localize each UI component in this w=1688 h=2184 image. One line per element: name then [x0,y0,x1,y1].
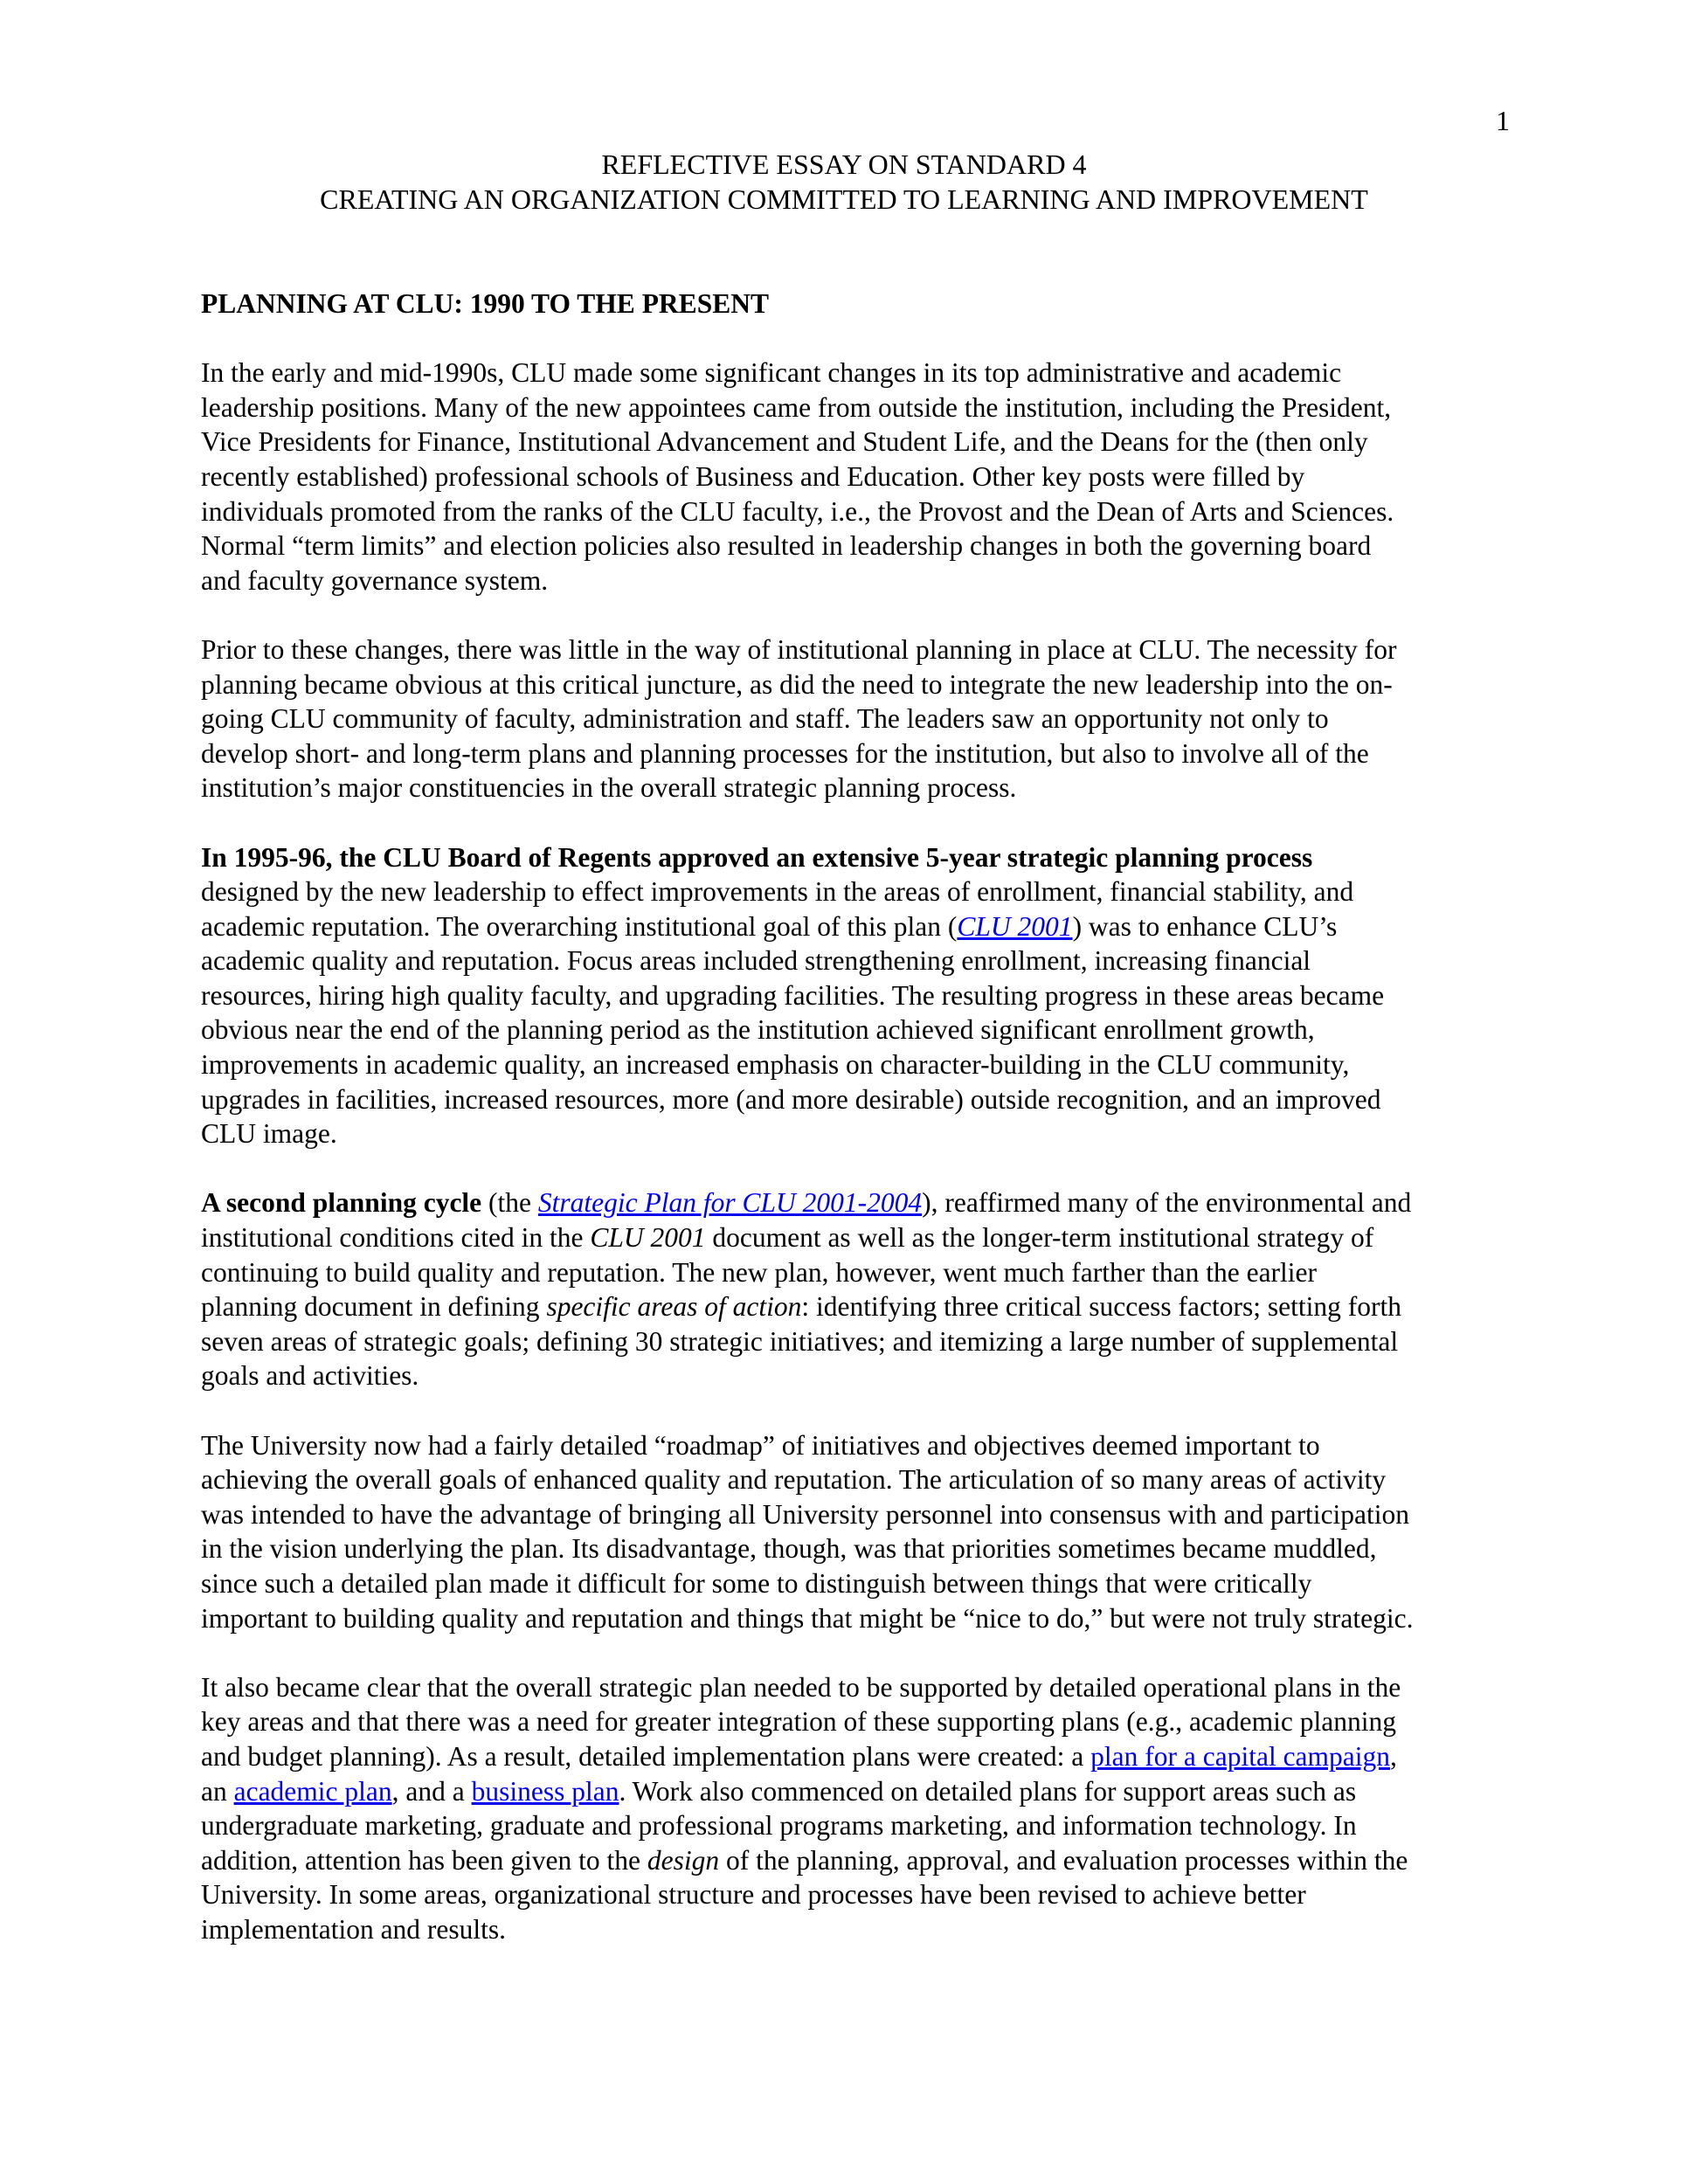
text-run: ), reaffirmed many of the environmental and [922,1187,1412,1219]
text-run: . Work also commenced on detailed plans for support areas such as [619,1775,1357,1807]
paragraph-2 [201,632,1520,805]
text-line: designed by the new leadership to effect improvements in the areas of enrollment, financial stability, and [201,876,1354,908]
text-line: in the vision underlying the plan. Its disadvantage, though, was that priorities sometimes became muddled, [201,1533,1377,1565]
text-run: institutional conditions cited in the [201,1222,591,1254]
text-line: Prior to these changes, there was little in the way of institutional planning in place at CLU. The necessity for [201,633,1397,665]
text-line: going CLU community of faculty, administration and staff. The leaders saw an opportunity not only to [201,703,1329,735]
text-line: In the early and mid-1990s, CLU made some significant changes in its top administrative and academic [201,357,1342,389]
text-line [201,1774,1520,1809]
text-run: , [1390,1740,1397,1772]
clu-2001-link[interactable]: CLU 2001 [957,910,1073,942]
academic-plan-link[interactable]: academic plan [233,1775,392,1807]
bold-lead-text: In 1995-96, the CLU Board of Regents approved an extensive 5-year strategic planning process [201,841,1313,873]
text-line [201,840,1520,875]
text-run: planning document in defining [201,1291,547,1323]
text-run: an [201,1775,234,1807]
text-line: academic quality and reputation. Focus areas included strengthening enrollment, increasing financial [201,945,1311,977]
text-line: obvious near the end of the planning period as the institution achieved significant enrollment growth, [201,1014,1315,1046]
text-run: and budget planning). As a result, detailed implementation plans were created: a [201,1740,1091,1772]
text-run: document as well as the longer-term institutional strategy of [705,1222,1374,1254]
title-line-1: REFLECTIVE ESSAY ON STANDARD 4 [601,149,1087,180]
document-title [0,147,1688,217]
paragraph-6 [201,1670,1520,1947]
paragraph-4 [201,1185,1520,1393]
paragraph-5 [201,1428,1520,1636]
paragraph-1 [201,356,1520,598]
section-heading: PLANNING AT CLU: 1990 TO THE PRESENT [201,288,769,319]
bold-lead-text: A second planning cycle [201,1187,482,1219]
text-line: seven areas of strategic goals; defining 30 strategic initiatives; and itemizing a large number of supplemental [201,1325,1399,1357]
text-run: (the [481,1187,538,1219]
text-line: undergraduate marketing, graduate and professional programs marketing, and information technology. In [201,1810,1357,1842]
text-line: University. In some areas, organizational structure and processes have been revised to achieve better [201,1879,1306,1911]
strategic-plan-link[interactable]: Strategic Plan for CLU 2001-2004 [537,1187,923,1219]
text-line: important to building quality and reputation and things that might be “nice to do,” but were not truly strategic. [201,1602,1414,1634]
text-line [201,1220,1520,1255]
business-plan-link[interactable]: business plan [471,1775,619,1807]
title-line-2: CREATING AN ORGANIZATION COMMITTED TO LEARNING AND IMPROVEMENT [320,183,1368,215]
text-line: individuals promoted from the ranks of the CLU faculty, i.e., the Provost and the Dean of Arts and Sciences. [201,495,1394,527]
text-line [201,1289,1520,1324]
text-run: of the planning, approval, and evaluation processes within the [719,1844,1408,1876]
text-line [201,909,1520,944]
capital-campaign-link[interactable]: plan for a capital campaign [1090,1740,1391,1772]
text-run: addition, attention has been given to the [201,1844,647,1876]
document-body [201,287,1520,1981]
text-line: since such a detailed plan made it difficult for some to distinguish between things that were critically [201,1567,1312,1599]
text-line: institution’s major constituencies in the overall strategic planning process. [201,772,1017,804]
text-line: Vice Presidents for Finance, Institutional Advancement and Student Life, and the Deans for the (then only [201,426,1368,458]
text-line: and faculty governance system. [201,564,549,596]
text-line [201,1185,1520,1220]
italic-text: specific areas of action [546,1291,802,1323]
italic-text: design [647,1844,720,1876]
text-line: CLU image. [201,1118,337,1150]
paragraph-3 [201,840,1520,1151]
text-line: planning became obvious at this critical juncture, as did the need to integrate the new leadership into the on- [201,668,1393,700]
text-line: upgrades in facilities, increased resources, more (and more desirable) outside recognition, and an improved [201,1083,1381,1115]
text-line: goals and activities. [201,1360,419,1392]
text-line: improvements in academic quality, an increased emphasis on character-building in the CLU community, [201,1049,1350,1081]
text-line: implementation and results. [201,1913,507,1945]
text-line: Normal “term limits” and election policies also resulted in leadership changes in both the governing board [201,530,1372,562]
text-line: key areas and that there was a need for greater integration of these supporting plans (e.g., academic planning [201,1706,1396,1738]
text-line: leadership positions. Many of the new appointees came from outside the institution, including the President, [201,391,1392,423]
text-line [201,1739,1520,1774]
text-line: develop short- and long-term plans and planning processes for the institution, but also to involve all of the [201,737,1369,769]
italic-text: CLU 2001 [590,1222,706,1254]
text-run: , and a [391,1775,472,1807]
text-line [201,1843,1520,1878]
text-line: The University now had a fairly detailed “roadmap” of initiatives and objectives deemed important to [201,1429,1320,1461]
text-line: achieving the overall goals of enhanced quality and reputation. The articulation of so many areas of activity [201,1464,1387,1496]
text-line: It also became clear that the overall strategic plan needed to be supported by detailed operational plans in the [201,1671,1401,1703]
text-line: recently established) professional schools of Business and Education. Other key posts were filled by [201,460,1305,492]
text-run: ) was to enhance CLU’s [1072,910,1338,942]
text-line: continuing to build quality and reputation. The new plan, however, went much farther than the earlier [201,1256,1318,1288]
text-line: was intended to have the advantage of bringing all University personnel into consensus with and participation [201,1498,1410,1530]
text-run: : identifying three critical success factors; setting forth [801,1291,1401,1323]
text-run: academic reputation. The overarching institutional goal of this plan ( [201,910,958,942]
page-number: 1 [1496,105,1510,136]
text-line: resources, hiring high quality faculty, and upgrading facilities. The resulting progress in these areas became [201,979,1385,1011]
